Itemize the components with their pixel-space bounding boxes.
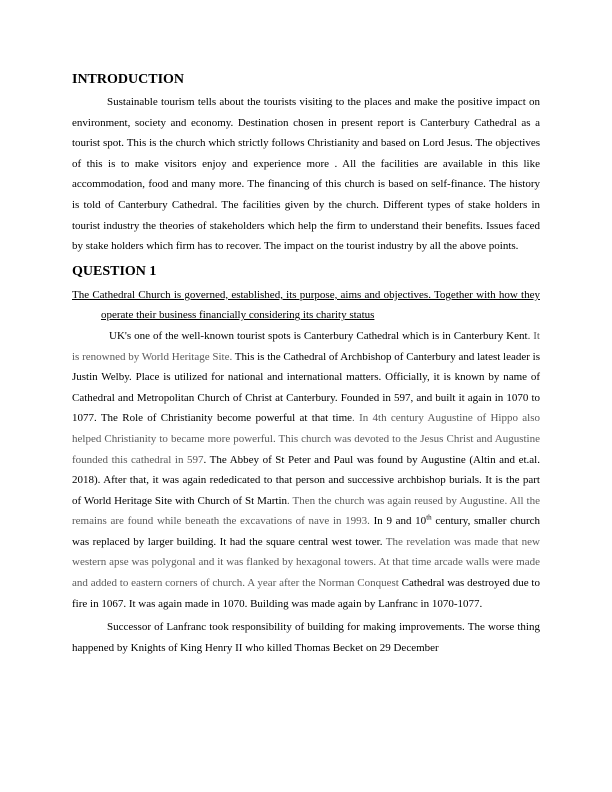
text-run: This is the Cathedral of Archbishop of Canterbury and latest leader is Justin Welby. Place is utilized for national and international matters. Officially, it is known by name of Cathedral and Metropolitan Church of Christ at Canterbury. Founded in 597, and built it again in 1070 to 1077. The Role of Christianity become powerful at that time bbox=[72, 350, 541, 425]
text-run: UK's one of the well-known tourist spots is Canterbury Cathedral which is in Canterbury Kent bbox=[109, 329, 528, 342]
question-1-subheading-text: The Cathedral Church is governed, established, its purpose, aims and objectives. Together with how they operate their business financially considering its charity status bbox=[72, 288, 540, 322]
text-run: century, smaller church was replaced by larger building. It had the square central west tower. bbox=[72, 515, 540, 548]
page-content bbox=[72, 71, 540, 658]
introduction-heading: INTRODUCTION bbox=[72, 72, 185, 87]
text-run: The revelation was made that new western apse was polygonal and it was flanked by hexagonal towers. At that time arcade walls were made and added to eastern corners of church. A year after the Norman Conquest bbox=[72, 535, 540, 590]
text-run: . In 4th century Augustine of Hippo also helped Christianity to became more powerful. This church was devoted to the Jesus Christ and Augustine founded this cathedral in 597 bbox=[72, 412, 540, 466]
text-run: . The Abbey of St Peter and Paul was found by Augustine (Altin and et.al. 2018). After that, it was again rededicated to that person and successive archbishop burials. It is the part of World Heritage Site with Church of St Martin bbox=[72, 453, 540, 507]
introduction-paragraph: Sustainable tourism tells about the tourists visiting to the places and make the positive impact on environment, society and economy. Destination chosen in present report is Canterbury Cathedral as a tourist spot. This is the church which strictly follows Christianity and based on Lord Jesus. The objectives of this is to make visitors enjoy and experience more . All the facilities are available in this like accommodation, food and many more. The financing of this church is based on self-finance. The history is told of Canterbury Cathedral. The facilities given by the church. Different types of stake holders in tourist industry the theories of stakeholders which help the firm to understand their benefits. Issues faced by stake holders which firm has to recover. The impact on the tourist industry by all the above points. bbox=[72, 96, 540, 253]
text-run: Cathedral was destroyed due to fire in 1067. It was again made in 1070. Building was made again by Lanfranc in 1070-1077. bbox=[72, 577, 540, 610]
question-1-subheading bbox=[72, 285, 540, 326]
text-run: In 9 and 10 bbox=[373, 515, 427, 528]
text-run: . It is renowned by World Heritage Site. bbox=[72, 329, 540, 363]
question-1-paragraph-1 bbox=[72, 326, 540, 614]
text-run: . Then the church was again reused by Augustine. All the remains are found while beneath the excavations of nave in 1993. bbox=[72, 494, 540, 528]
question-1-heading: QUESTION 1 bbox=[72, 263, 157, 279]
superscript: th bbox=[426, 513, 432, 522]
question-1-paragraph-2: Successor of Lanfranc took responsibility of building for making improvements. The worse thing happened by Knights of King Henry II who killed Thomas Becket on 29 December bbox=[72, 621, 540, 654]
